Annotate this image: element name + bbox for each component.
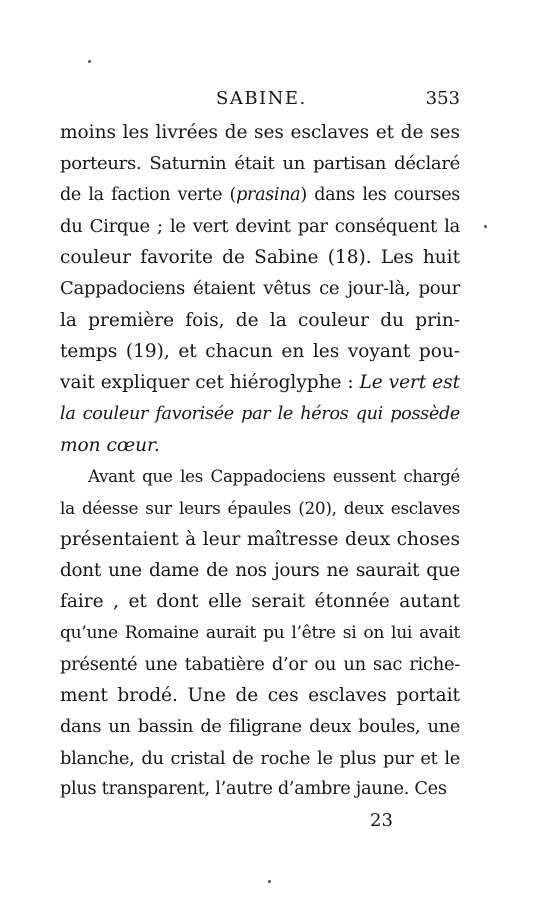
text-line: la première fois, de la couleur du prin- bbox=[60, 309, 460, 331]
text-line: couleur favorite de Sabine (18). Les huit bbox=[60, 247, 460, 269]
text-line: présenté une tabatière d’or ou un sac riche- bbox=[60, 654, 460, 676]
paper-speck bbox=[88, 60, 91, 63]
text-line: temps (19), et chacun en les voyant pou- bbox=[60, 341, 460, 363]
text-segment: de la faction verte ( bbox=[60, 184, 237, 205]
text-line: ment brodé. Une de ces esclaves portait bbox=[60, 685, 460, 707]
page-number: 353 bbox=[425, 88, 460, 109]
text-segment: ) dans les courses bbox=[300, 184, 460, 205]
italic-segment: Le vert est bbox=[359, 372, 461, 394]
text-line: plus transparent, l’autre d’ambre jaune. Ces bbox=[60, 779, 447, 800]
text-line: la déesse sur leurs épaules (20), deux esclaves bbox=[60, 497, 460, 518]
text-line: présentaient à leur maîtresse deux choses bbox=[60, 528, 460, 550]
text-line: faire , et dont elle serait étonnée autant bbox=[60, 591, 460, 613]
text-line bbox=[60, 180, 460, 211]
text-line: blanche, du cristal de roche le plus pur et le bbox=[60, 747, 460, 769]
paragraph-2 bbox=[60, 461, 460, 805]
text-line bbox=[60, 367, 460, 398]
paper-speck bbox=[268, 880, 271, 883]
text-line: moins les livrées de ses esclaves et de ses bbox=[60, 122, 460, 143]
paragraph-1 bbox=[60, 117, 460, 461]
running-title: SABINE. bbox=[216, 88, 307, 109]
text-segment: vait expliquer cet hiéroglyphe : bbox=[60, 372, 360, 394]
text-line: dans un bassin de filigrane deux boules, une bbox=[60, 716, 460, 737]
running-header bbox=[60, 88, 460, 116]
body-text bbox=[60, 117, 460, 806]
text-line: du Cirque ; le vert devint par conséquent la bbox=[60, 215, 460, 237]
italic-segment: mon cœur. bbox=[60, 434, 160, 456]
signature-mark: 23 bbox=[370, 810, 393, 831]
text-line: dont une dame de nos jours ne saurait que bbox=[60, 560, 460, 582]
text-line: Avant que les Cappadociens eussent chargé bbox=[88, 467, 460, 487]
italic-segment: la couleur favorisée par le héros qui possède bbox=[60, 403, 460, 424]
text-line bbox=[60, 399, 460, 430]
paper-speck bbox=[484, 225, 487, 228]
text-line bbox=[60, 430, 460, 461]
text-line: qu’une Romaine aurait pu l’être si on lui avait bbox=[60, 622, 460, 643]
text-line: Cappadociens étaient vêtus ce jour-là, pour bbox=[60, 278, 460, 300]
text-line: porteurs. Saturnin était un partisan déclaré bbox=[60, 153, 460, 175]
italic-segment: prasina bbox=[236, 184, 301, 205]
